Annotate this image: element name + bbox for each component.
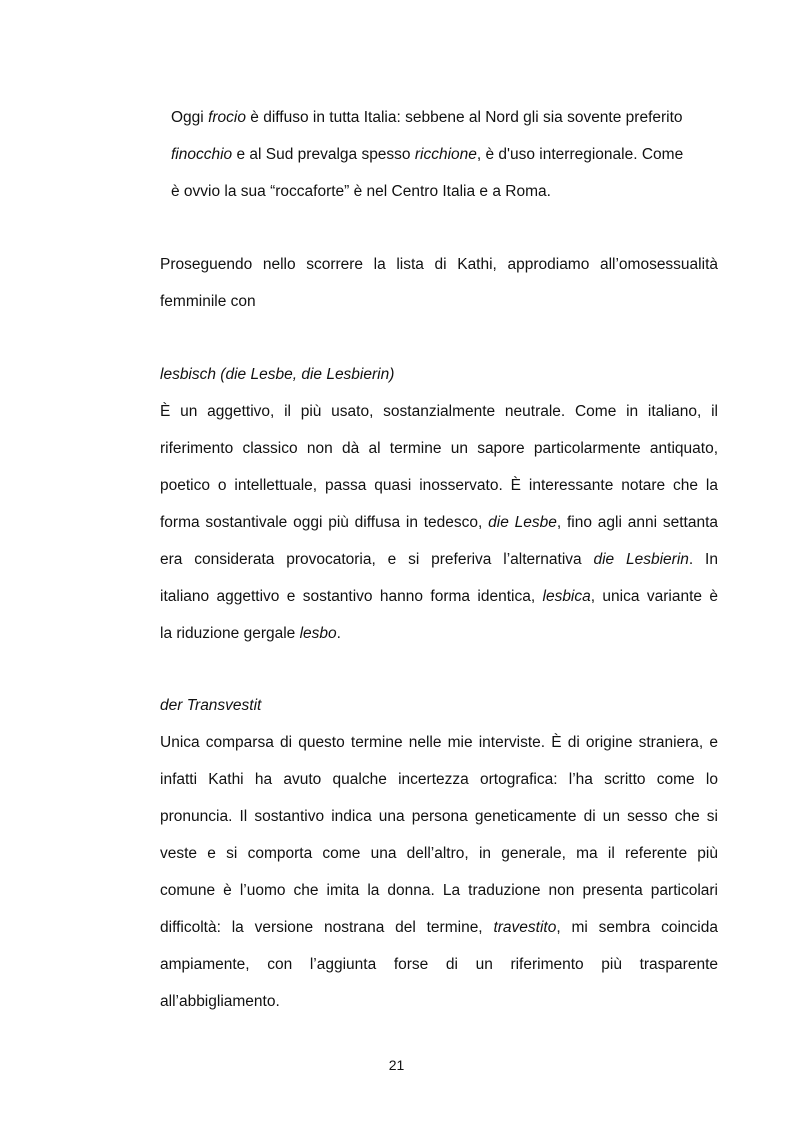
text-line [160,876,718,913]
italic-term: der Transvestit [160,697,262,714]
italic-term: lesbo [299,625,337,642]
text-run: Proseguendo nello scorrere la lista di Kathi, approdiamo all’omosessualità [160,256,718,273]
section-transvestit [160,691,718,1024]
text-run: , è d'uso interregionale. Come [476,146,684,163]
text-run: pronuncia. Il sostantivo indica una persona geneticamente di un sesso che si [160,808,718,825]
text-run: forma sostantivale oggi più diffusa in tedesco, [160,514,489,531]
text-line [171,177,718,214]
section-lesbisch [160,360,718,656]
page-number: 21 [388,1057,405,1073]
block-quote [171,103,718,214]
text-line [160,619,718,656]
text-run: È un aggettivo, il più usato, sostanzialmente neutrale. Come in italiano, il [160,403,718,420]
text-run: . [336,625,341,642]
text-run: è ovvio la sua “roccaforte” è nel Centro Italia e a Roma. [171,183,551,200]
text-run: ) [389,366,395,383]
text-run: all’abbigliamento. [160,993,280,1010]
text-run: veste e si comporta come una dell’altro, in generale, ma il referente più [160,845,718,862]
text-line [160,839,718,876]
italic-term: die Lesbe [225,366,293,383]
text-run: ( [216,366,226,383]
text-line [160,250,718,287]
text-line [160,471,718,508]
text-run: femminile con [160,293,256,310]
text-run: e al Sud prevalga spesso [232,146,415,163]
text-run: ampiamente, con l’aggiunta forse di un riferimento più trasparente [160,956,718,973]
italic-term: lesbisch [160,366,216,383]
text-line [160,434,718,471]
italic-term: die Lesbierin [593,551,689,568]
text-run: comune è l’uomo che imita la donna. La traduzione non presenta particolari [160,882,718,899]
italic-term: die Lesbe [488,514,557,531]
text-line [160,287,718,324]
text-line [171,103,718,140]
text-run: difficoltà: la versione nostrana del termine, [160,919,494,936]
section-heading-transvestit [160,691,718,728]
text-run: poetico o intellettuale, passa quasi inosservato. È interessante notare che la [160,477,718,494]
text-run: Unica comparsa di questo termine nelle mie interviste. È di origine straniera, e [160,734,718,751]
text-run: riferimento classico non dà al termine un sapore particolarmente antiquato, [160,440,718,457]
paragraph-transvestit [160,728,718,1024]
text-line [160,765,718,802]
text-line [160,397,718,434]
text-run: , unica variante è [590,588,718,605]
text-run: , fino agli anni settanta [556,514,718,531]
intro-paragraph [160,250,718,324]
text-line [171,140,718,177]
text-line [160,802,718,839]
text-line [160,508,718,545]
text-run: Oggi [171,109,209,126]
italic-term: finocchio [171,146,233,163]
text-run: la riduzione gergale [160,625,300,642]
text-run: . In [688,551,718,568]
italic-term: frocio [208,109,246,126]
text-line [160,582,718,619]
italic-term: travestito [493,919,557,936]
text-run: infatti Kathi ha avuto qualche incertezza ortografica: l’ha scritto come lo [160,771,718,788]
text-line [160,913,718,950]
text-line [160,728,718,765]
text-line [160,987,718,1024]
text-line [160,950,718,987]
italic-term: lesbica [542,588,591,605]
text-line [160,545,718,582]
text-run: italiano aggettivo e sostantivo hanno forma identica, [160,588,543,605]
text-run: era considerata provocatoria, e si preferiva l’alternativa [160,551,594,568]
text-run: , [292,366,302,383]
italic-term: ricchione [414,146,477,163]
paragraph-lesbisch [160,397,718,656]
text-run: è diffuso in tutta Italia: sebbene al Nord gli sia sovente preferito [245,109,683,126]
section-heading-lesbisch [160,360,718,397]
italic-term: die Lesbierin [301,366,390,383]
text-run: , mi sembra coincida [556,919,718,936]
